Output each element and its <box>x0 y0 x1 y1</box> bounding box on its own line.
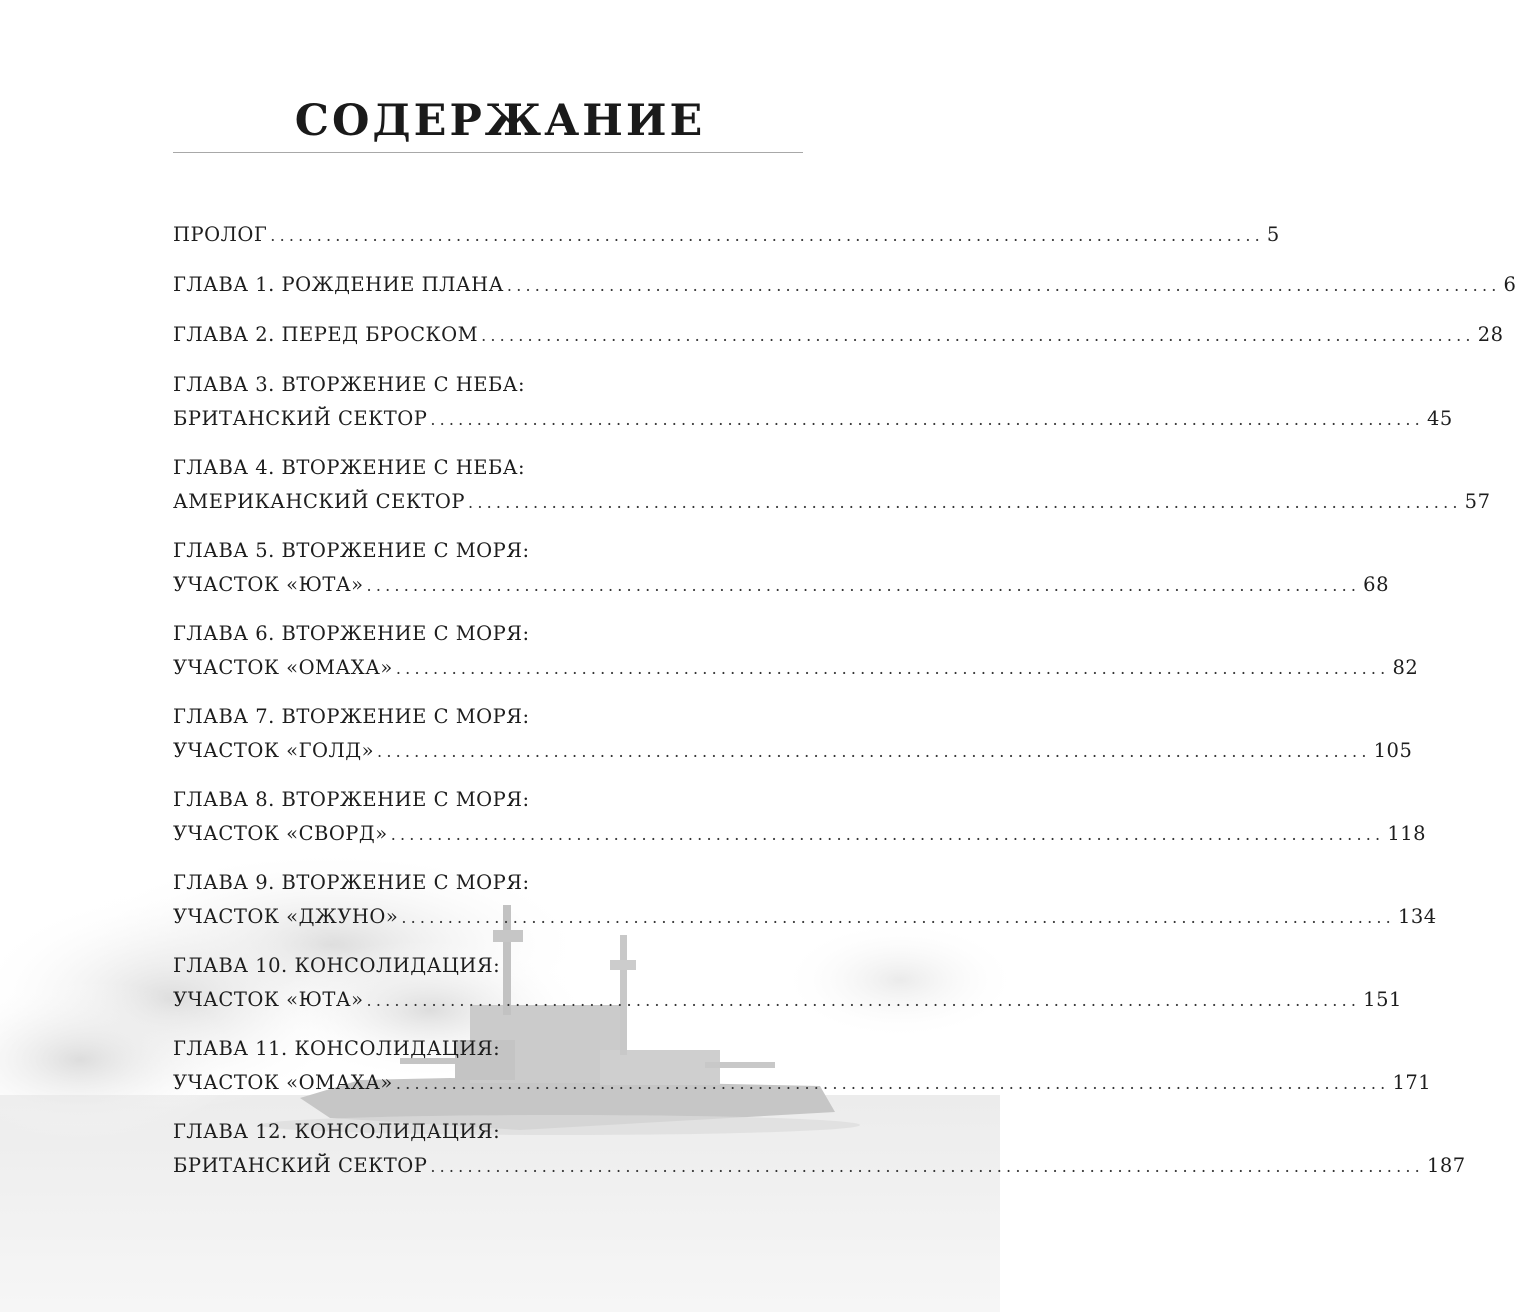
dot-leader: ........................................................................................................... <box>430 410 1424 429</box>
dot-leader: ........................................................................................................... <box>430 1157 1424 1176</box>
dot-leader: ........................................................................................................... <box>481 326 1475 345</box>
toc-entry-title-line2: УЧАСТОК «ОМАХА» <box>173 1071 393 1094</box>
dot-leader: ........................................................................................................... <box>366 991 1361 1010</box>
toc-entry-title-line2: БРИТАНСКИЙ СЕКТОР <box>173 1154 428 1177</box>
dot-leader: ........................................................................................................... <box>377 742 1371 761</box>
dot-leader: ........................................................................................................... <box>395 659 1390 678</box>
toc-entry-page: 5 <box>1266 223 1280 246</box>
toc-entry-title-line1: ГЛАВА 7. ВТОРЖЕНИЕ С МОРЯ: <box>173 705 530 728</box>
toc-entry-title-line2: УЧАСТОК «ГОЛД» <box>173 739 375 762</box>
page-title: СОДЕРЖАНИЕ <box>294 96 706 146</box>
dot-leader: ........................................................................................................... <box>366 576 1361 595</box>
toc-entry-title-line1: ГЛАВА 8. ВТОРЖЕНИЕ С МОРЯ: <box>173 788 530 811</box>
toc-entry-page: 82 <box>1392 656 1419 679</box>
toc-entry-title-line1: ГЛАВА 11. КОНСОЛИДАЦИЯ: <box>173 1037 501 1060</box>
dot-leader: ........................................................................................................... <box>390 825 1385 844</box>
dot-leader: ........................................................................................................... <box>401 908 1395 927</box>
toc-entry-chapter-7 <box>173 700 1413 772</box>
toc-entry-title: ГЛАВА 2. ПЕРЕД БРОСКОМ <box>173 323 479 346</box>
dot-leader: ........................................................................................................... <box>270 226 1264 245</box>
toc-entry-page: 6 <box>1503 273 1516 296</box>
toc-entry-chapter-3 <box>173 368 1453 440</box>
toc-entry-page: 187 <box>1426 1154 1466 1177</box>
toc-entry-title-line1: ГЛАВА 12. КОНСОЛИДАЦИЯ: <box>173 1120 501 1143</box>
toc-entry-chapter-8 <box>173 783 1427 855</box>
toc-entry-title-line1: ГЛАВА 9. ВТОРЖЕНИЕ С МОРЯ: <box>173 871 530 894</box>
toc-entry-title-line2: АМЕРИКАНСКИЙ СЕКТОР <box>173 490 466 513</box>
toc-entry-chapter-5 <box>173 534 1389 606</box>
toc-entry-title-line2: УЧАСТОК «ЮТА» <box>173 988 364 1011</box>
toc-entry-chapter-6 <box>173 617 1419 689</box>
toc-entry-title-line2: УЧАСТОК «ОМАХА» <box>173 656 393 679</box>
toc-entry-page: 68 <box>1363 573 1389 596</box>
dot-leader: ........................................................................................................... <box>506 276 1501 295</box>
toc-entry-title-line1: ГЛАВА 6. ВТОРЖЕНИЕ С МОРЯ: <box>173 622 530 645</box>
table-of-contents <box>173 218 1516 1198</box>
toc-entry-title-line2: УЧАСТОК «ЮТА» <box>173 573 364 596</box>
toc-entry-chapter-2 <box>173 318 1504 348</box>
toc-entry-title-line2: УЧАСТОК «СВОРД» <box>173 822 388 845</box>
toc-entry-title-line2: УЧАСТОК «ДЖУНО» <box>173 905 399 928</box>
toc-entry-chapter-4 <box>173 451 1491 523</box>
toc-entry-page: 134 <box>1397 905 1437 928</box>
toc-entry-title: ГЛАВА 1. РОЖДЕНИЕ ПЛАНА <box>173 273 504 296</box>
toc-entry-page: 118 <box>1387 822 1427 845</box>
toc-entry-page: 45 <box>1426 407 1453 430</box>
toc-entry-title-line1: ГЛАВА 4. ВТОРЖЕНИЕ С НЕБА: <box>173 456 526 479</box>
toc-entry-page: 57 <box>1464 490 1491 513</box>
toc-entry-page: 105 <box>1373 739 1413 762</box>
toc-entry-prolog <box>173 218 1280 248</box>
toc-entry-page: 151 <box>1363 988 1402 1011</box>
toc-entry-chapter-9 <box>173 866 1437 938</box>
dot-leader: ........................................................................................................... <box>468 493 1462 512</box>
toc-entry-title-line2: БРИТАНСКИЙ СЕКТОР <box>173 407 428 430</box>
toc-entry-title: ПРОЛОГ <box>173 223 268 246</box>
title-divider <box>173 152 803 153</box>
toc-entry-chapter-11 <box>173 1032 1432 1104</box>
toc-entry-chapter-12 <box>173 1115 1466 1187</box>
toc-entry-page: 171 <box>1392 1071 1432 1094</box>
toc-entry-title-line1: ГЛАВА 3. ВТОРЖЕНИЕ С НЕБА: <box>173 373 526 396</box>
toc-entry-page: 28 <box>1477 323 1504 346</box>
toc-entry-chapter-1 <box>173 268 1516 298</box>
toc-entry-title-line1: ГЛАВА 10. КОНСОЛИДАЦИЯ: <box>173 954 501 977</box>
toc-entry-title-line1: ГЛАВА 5. ВТОРЖЕНИЕ С МОРЯ: <box>173 539 530 562</box>
toc-entry-chapter-10 <box>173 949 1402 1021</box>
dot-leader: ........................................................................................................... <box>395 1074 1390 1093</box>
